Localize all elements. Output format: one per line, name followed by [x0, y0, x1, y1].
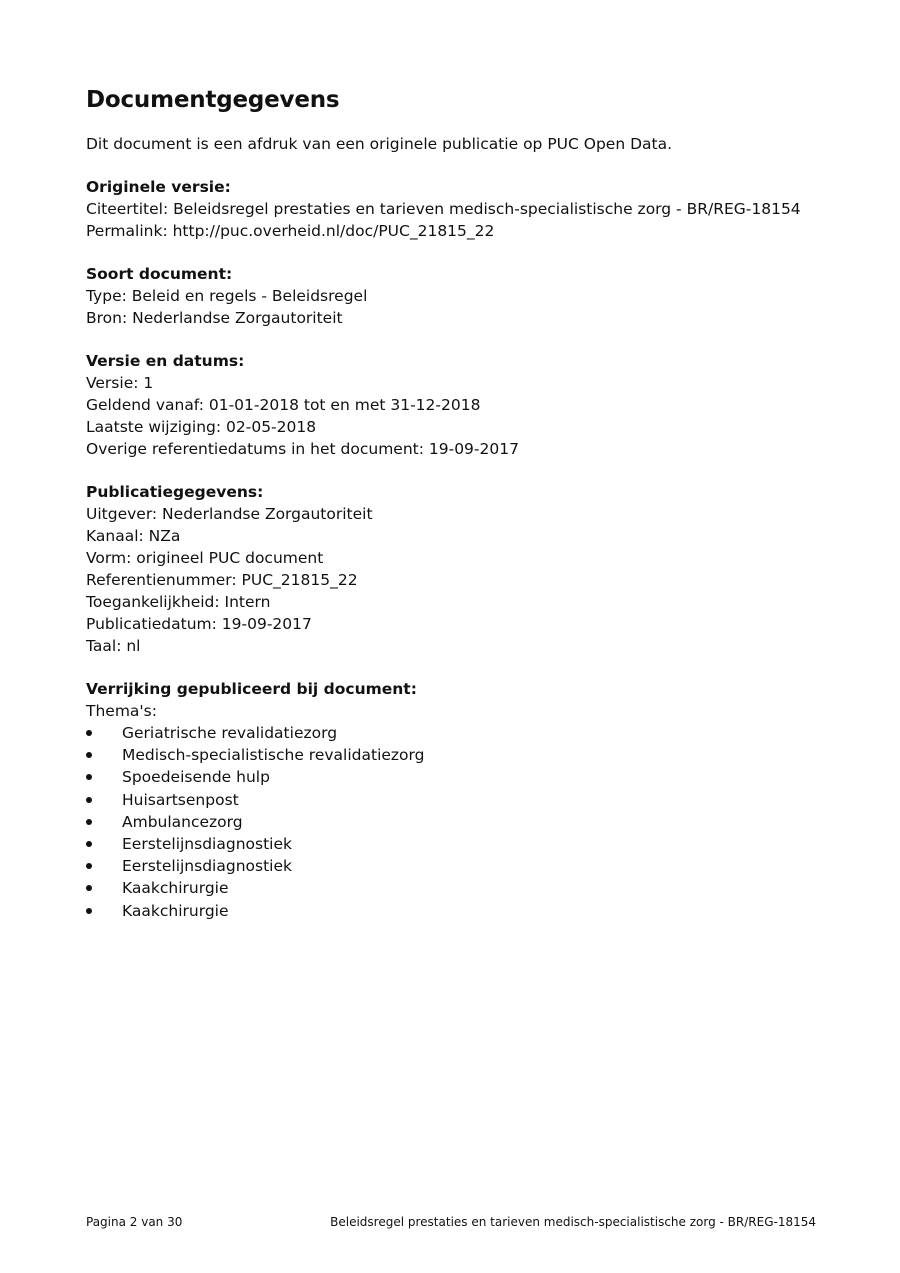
bullet-icon [86, 841, 92, 847]
bullet-icon [86, 774, 92, 780]
intro-text: Dit document is een afdruk van een originele publicatie op PUC Open Data. [86, 135, 673, 153]
bullet-icon [86, 885, 92, 891]
referentienummer-line: Referentienummer: PUC_21815_22 [86, 571, 358, 589]
section-originele-versie [86, 176, 826, 242]
vorm-line: Vorm: origineel PUC document [86, 549, 324, 567]
theme-label: Eerstelijnsdiagnostiek [122, 857, 292, 876]
citeertitel-line: Citeertitel: Beleidsregel prestaties en tarieven medisch-specialistische zorg - BR/REG-18154 [86, 200, 801, 218]
theme-label: Eerstelijnsdiagnostiek [122, 835, 292, 854]
section-title: Verrijking gepubliceerd bij document: [86, 680, 417, 698]
themes-label: Thema's: [86, 702, 157, 720]
toegankelijkheid-line: Toegankelijkheid: Intern [86, 593, 271, 611]
page-footer [86, 1213, 816, 1231]
theme-label: Huisartsenpost [122, 790, 239, 809]
bullet-icon [86, 819, 92, 825]
list-item [86, 833, 826, 855]
versie-line: Versie: 1 [86, 374, 154, 392]
list-item [86, 900, 826, 922]
list-item [86, 722, 826, 744]
publicatiedatum-line: Publicatiedatum: 19-09-2017 [86, 615, 312, 633]
section-publicatiegegevens [86, 481, 826, 657]
theme-label: Kaakchirurgie [122, 879, 229, 898]
section-verrijking [86, 678, 826, 922]
section-title: Publicatiegegevens: [86, 483, 264, 501]
section-soort-document [86, 263, 826, 329]
list-item [86, 744, 826, 766]
theme-label: Kaakchirurgie [122, 901, 229, 920]
uitgever-line: Uitgever: Nederlandse Zorgautoriteit [86, 505, 373, 523]
theme-label: Spoedeisende hulp [122, 768, 270, 787]
type-line: Type: Beleid en regels - Beleidsregel [86, 287, 368, 305]
theme-label: Medisch-specialistische revalidatiezorg [122, 746, 425, 765]
theme-label: Geriatrische revalidatiezorg [122, 724, 338, 742]
referentiedatums-line: Overige referentiedatums in het document: 19-09-2017 [86, 440, 519, 458]
bullet-icon [86, 752, 92, 758]
bullet-icon [86, 730, 92, 736]
section-title: Versie en datums: [86, 352, 245, 370]
section-versie-datums [86, 350, 826, 460]
list-item [86, 811, 826, 833]
taal-line: Taal: nl [86, 637, 141, 655]
themes-list [86, 722, 826, 922]
kanaal-line: Kanaal: NZa [86, 527, 181, 545]
section-title: Soort document: [86, 265, 233, 283]
laatste-wijziging-line: Laatste wijziging: 02-05-2018 [86, 418, 317, 436]
list-item [86, 789, 826, 811]
document-content [86, 86, 826, 922]
section-title: Originele versie: [86, 178, 231, 196]
bullet-icon [86, 908, 92, 914]
list-item [86, 766, 826, 788]
bullet-icon [86, 863, 92, 869]
bullet-icon [86, 797, 92, 803]
list-item [86, 855, 826, 877]
page-number: Pagina 2 van 30 [86, 1215, 183, 1229]
permalink-line[interactable]: Permalink: http://puc.overheid.nl/doc/PUC_21815_22 [86, 222, 495, 240]
geldend-vanaf-line: Geldend vanaf: 01-01-2018 tot en met 31-12-2018 [86, 396, 481, 414]
footer-document-title: Beleidsregel prestaties en tarieven medisch-specialistische zorg - BR/REG-18154 [330, 1215, 816, 1229]
list-item [86, 877, 826, 899]
bron-line: Bron: Nederlandse Zorgautoriteit [86, 309, 343, 327]
page-title: Documentgegevens [86, 87, 340, 113]
theme-label: Ambulancezorg [122, 812, 243, 831]
